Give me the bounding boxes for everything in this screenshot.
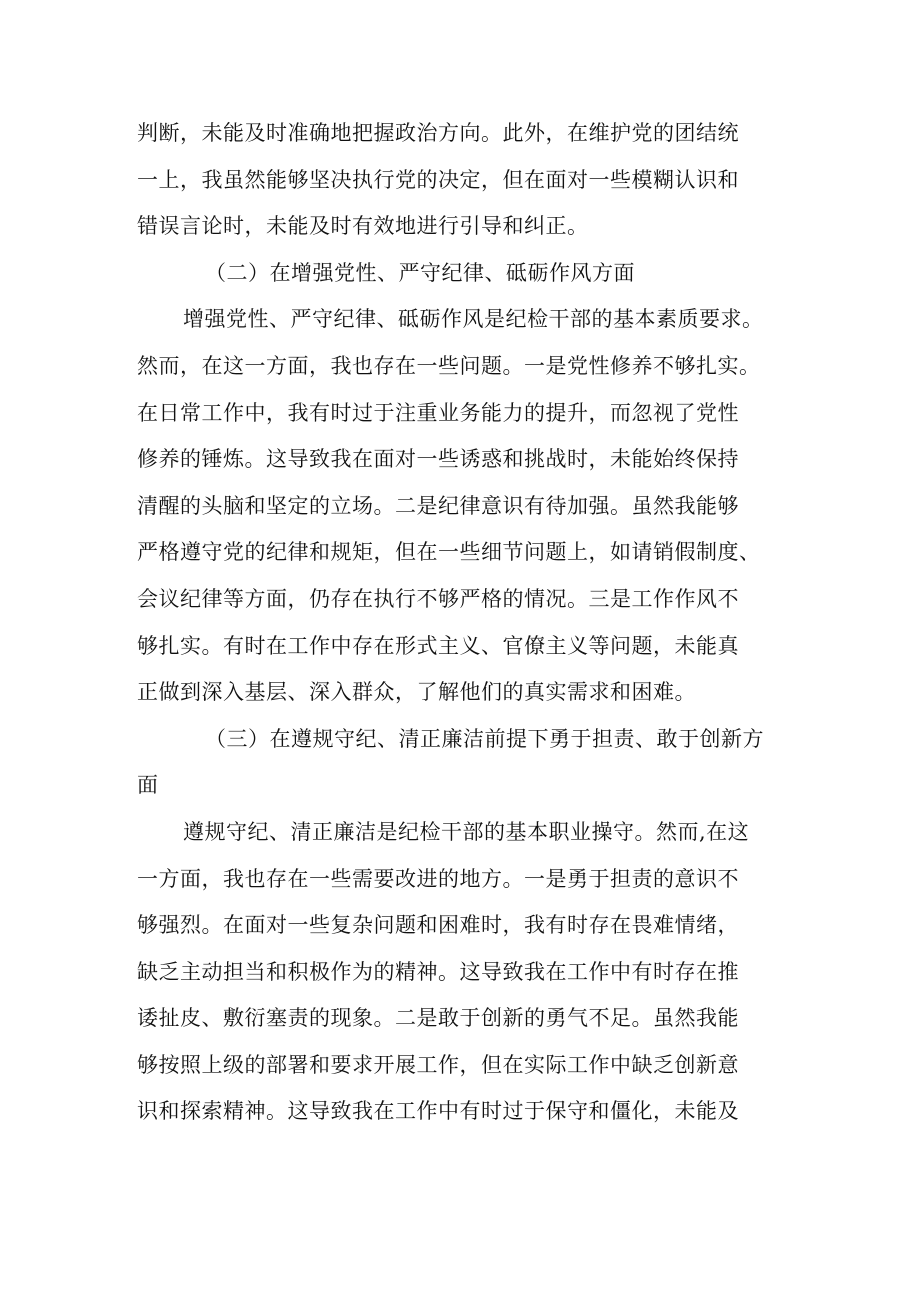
paragraph-start-line: 增强党性、严守纪律、砥砺作风是纪检干部的基本素质要求。: [183, 307, 764, 332]
text-line: 清醒的头脑和坚定的立场。二是纪律意识有待加强。虽然我能够: [137, 493, 739, 518]
text-line: 然而，在这一方面，我也存在一些问题。一是党性修养不够扎实。: [137, 353, 761, 378]
text-line: 错误言论时，未能及时有效地进行引导和纠正。: [137, 214, 589, 239]
text-line: 够扎实。有时在工作中存在形式主义、官僚主义等问题，未能真: [137, 633, 739, 658]
text-line: 在日常工作中，我有时过于注重业务能力的提升，而忽视了党性: [137, 400, 739, 425]
text-line: 诿扯皮、敷衍塞责的现象。二是敢于创新的勇气不足。虽然我能: [137, 1006, 739, 1031]
text-line: 缺乏主动担当和积极作为的精神。这导致我在工作中有时存在推: [137, 959, 739, 984]
section-heading-3: （三）在遵规守纪、清正廉洁前提下勇于担责、敢于创新方: [205, 726, 764, 751]
section-heading-3-continuation: 面: [137, 773, 159, 798]
text-line: 会议纪律等方面，仍存在执行不够严格的情况。三是工作作风不: [137, 586, 739, 611]
text-line: 修养的锤炼。这导致我在面对一些诱惑和挑战时，未能始终保持: [137, 447, 739, 472]
text-line: 一方面，我也存在一些需要改进的地方。一是勇于担责的意识不: [137, 866, 739, 891]
text-line: 正做到深入基层、深入群众，了解他们的真实需求和困难。: [137, 680, 696, 705]
text-line: 一上，我虽然能够坚决执行党的决定，但在面对一些模糊认识和: [137, 167, 739, 192]
text-line: 识和探索精神。这导致我在工作中有时过于保守和僵化，未能及: [137, 1099, 739, 1124]
text-line: 够强烈。在面对一些复杂问题和困难时，我有时存在畏难情绪，: [137, 913, 739, 938]
section-heading-2: （二）在增强党性、严守纪律、砥砺作风方面: [205, 260, 635, 285]
text-line: 判断，未能及时准确地把握政治方向。此外，在维护党的团结统: [137, 121, 739, 145]
paragraph-start-line: 遵规守纪、清正廉洁是纪检干部的基本职业操守。然而,在这: [183, 819, 750, 844]
document-body: [137, 110, 800, 1135]
text-line: 严格遵守党的纪律和规矩，但在一些细节问题上，如请销假制度、: [137, 540, 761, 565]
text-line: 够按照上级的部署和要求开展工作，但在实际工作中缺乏创新意: [137, 1052, 739, 1077]
